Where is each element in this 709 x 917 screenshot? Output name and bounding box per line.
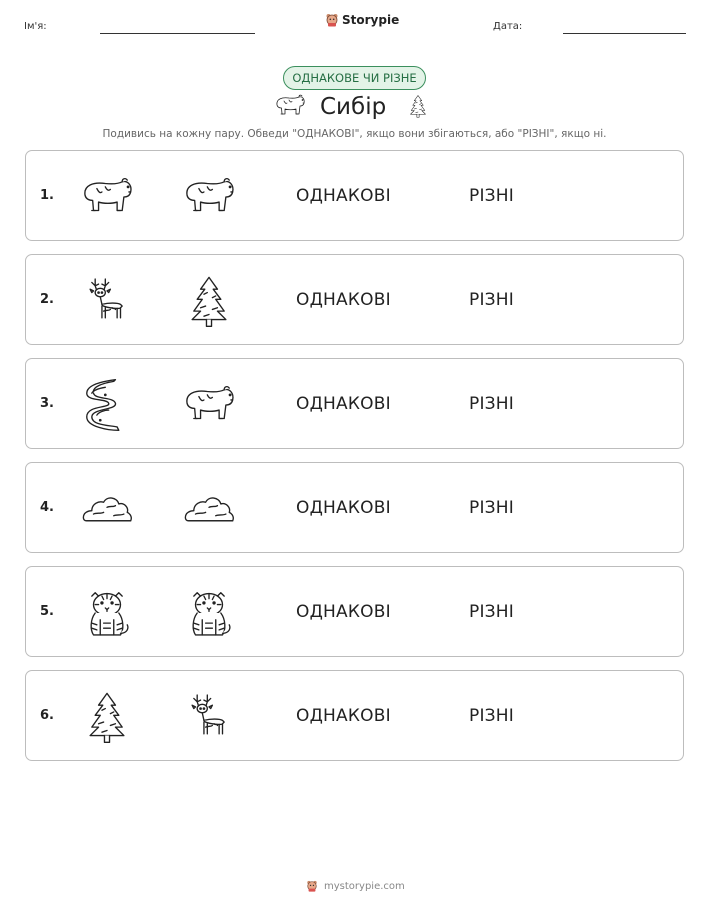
river-icon — [80, 378, 134, 432]
brand-name: Storypie — [342, 13, 400, 27]
bear-icon — [182, 170, 236, 224]
option-same[interactable]: ОДНАКОВІ — [296, 498, 391, 518]
pair-row-6 — [25, 670, 684, 761]
storypie-mascot-icon — [306, 880, 318, 892]
pair-row-1 — [25, 150, 684, 241]
option-same[interactable]: ОДНАКОВІ — [296, 602, 391, 622]
date-line[interactable] — [563, 33, 686, 34]
bear-icon — [80, 170, 134, 224]
snow-pile-icon — [80, 482, 134, 536]
page-title: Сибір — [320, 94, 387, 120]
row-number: 4. — [40, 500, 54, 515]
snow-pile-icon — [182, 482, 236, 536]
pair-row-5 — [25, 566, 684, 657]
option-different[interactable]: РІЗНІ — [469, 706, 514, 726]
pine-tree-icon — [406, 91, 430, 125]
option-same[interactable]: ОДНАКОВІ — [296, 186, 391, 206]
date-label: Дата: — [493, 21, 523, 32]
row-number: 1. — [40, 188, 54, 203]
pair-row-4 — [25, 462, 684, 553]
option-different[interactable]: РІЗНІ — [469, 290, 514, 310]
pair-row-3 — [25, 358, 684, 449]
footer-url[interactable]: mystorypie.com — [324, 880, 405, 892]
option-same[interactable]: ОДНАКОВІ — [296, 706, 391, 726]
row-number: 5. — [40, 604, 54, 619]
name-line[interactable] — [100, 33, 255, 34]
row-number: 3. — [40, 396, 54, 411]
pine-tree-icon — [80, 690, 134, 744]
bear-icon — [182, 378, 236, 432]
deer-icon — [80, 274, 134, 328]
option-different[interactable]: РІЗНІ — [469, 186, 514, 206]
row-number: 6. — [40, 708, 54, 723]
name-label: Ім'я: — [24, 21, 47, 32]
deer-icon — [182, 690, 236, 744]
worksheet-type-badge: ОДНАКОВЕ ЧИ РІЗНЕ — [283, 66, 426, 90]
option-same[interactable]: ОДНАКОВІ — [296, 290, 391, 310]
option-same[interactable]: ОДНАКОВІ — [296, 394, 391, 414]
option-different[interactable]: РІЗНІ — [469, 602, 514, 622]
instructions: Подивись на кожну пару. Обведи "ОДНАКОВІ", якщо вони збігаються, або "РІЗНІ", якщо ні. — [102, 128, 607, 140]
footer — [306, 880, 405, 892]
storypie-mascot-icon — [325, 13, 339, 27]
storypie-logo — [325, 13, 399, 27]
row-number: 2. — [40, 292, 54, 307]
pair-row-2 — [25, 254, 684, 345]
option-different[interactable]: РІЗНІ — [469, 498, 514, 518]
tiger-icon — [80, 586, 134, 640]
tiger-icon — [182, 586, 236, 640]
bear-icon — [274, 92, 306, 124]
option-different[interactable]: РІЗНІ — [469, 394, 514, 414]
pine-tree-icon — [182, 274, 236, 328]
